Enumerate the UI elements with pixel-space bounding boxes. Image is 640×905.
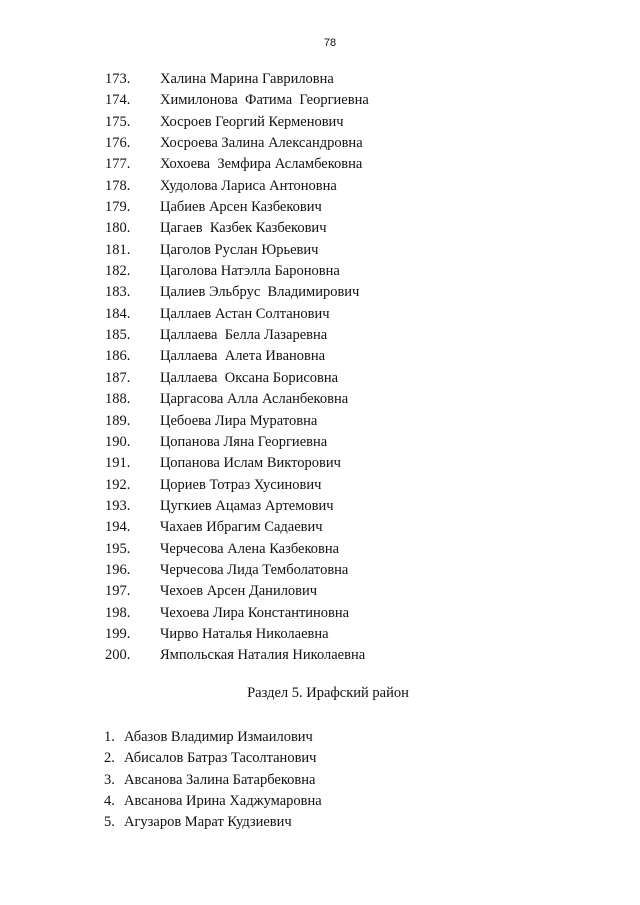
item-number: 193. xyxy=(105,497,131,514)
item-number: 192. xyxy=(105,476,131,493)
list-item xyxy=(0,133,640,154)
list-item xyxy=(0,112,640,133)
list-item xyxy=(0,304,640,325)
item-name: Агузаров Марат Кудзиевич xyxy=(124,814,292,831)
item-number: 178. xyxy=(105,177,131,194)
item-number: 184. xyxy=(105,305,131,322)
item-number: 179. xyxy=(105,199,131,216)
list-item xyxy=(0,154,640,175)
list-item xyxy=(0,432,640,453)
list-item xyxy=(0,453,640,474)
item-number: 200. xyxy=(105,647,131,664)
list-item xyxy=(0,240,640,261)
item-number: 173. xyxy=(105,71,131,87)
item-number: 177. xyxy=(105,156,131,173)
list-item xyxy=(0,411,640,432)
item-number: 181. xyxy=(105,241,131,258)
list-item xyxy=(0,368,640,389)
item-name: Хосроева Залина Александровна xyxy=(160,135,363,152)
section-heading: Раздел 5. Ирафский район xyxy=(247,685,409,701)
list-item xyxy=(0,389,640,410)
main-name-list xyxy=(0,69,640,667)
item-name: Цагаев Казбек Казбекович xyxy=(160,220,327,237)
item-number: 199. xyxy=(105,625,131,642)
list-item xyxy=(0,325,640,346)
list-item xyxy=(0,517,640,538)
list-item xyxy=(0,624,640,645)
item-name: Цаголова Натэлла Бароновна xyxy=(160,263,340,280)
item-name: Чехоев Арсен Данилович xyxy=(160,583,318,600)
list-item xyxy=(0,261,640,282)
list-item xyxy=(0,176,640,197)
item-name: Чирво Наталья Николаевна xyxy=(160,625,329,642)
item-number: 3. xyxy=(104,771,115,788)
list-item xyxy=(0,218,640,239)
list-item xyxy=(0,496,640,517)
page-number: 78 xyxy=(323,37,337,49)
list-item xyxy=(0,197,640,218)
item-number: 2. xyxy=(104,750,115,767)
item-name: Авсанова Залина Батарбековна xyxy=(124,771,316,788)
item-name: Цаллаев Астан Солтанович xyxy=(160,305,330,322)
item-number: 186. xyxy=(105,348,131,365)
item-number: 187. xyxy=(105,369,131,386)
item-name: Абазов Владимир Измаилович xyxy=(124,729,313,745)
item-number: 182. xyxy=(105,263,131,280)
item-name: Чехоева Лира Константиновна xyxy=(160,604,350,621)
item-name: Цугкиев Ацамаз Артемович xyxy=(160,497,334,514)
item-name: Хосроев Георгий Керменович xyxy=(160,113,344,130)
item-name: Цориев Тотраз Хусинович xyxy=(160,476,322,493)
item-number: 197. xyxy=(105,583,131,600)
item-number: 183. xyxy=(105,284,131,301)
list-item xyxy=(0,791,640,812)
list-item xyxy=(0,812,640,833)
item-name: Цаголов Руслан Юрьевич xyxy=(160,241,319,258)
list-item xyxy=(0,69,640,90)
list-item xyxy=(0,539,640,560)
item-name: Черчесова Лида Темболатовна xyxy=(160,561,349,578)
list-item xyxy=(0,748,640,769)
item-number: 1. xyxy=(104,729,115,745)
item-number: 185. xyxy=(105,327,131,344)
item-name: Цопанова Ляна Георгиевна xyxy=(160,433,328,450)
list-item xyxy=(0,346,640,367)
item-name: Худолова Лариса Антоновна xyxy=(160,177,337,194)
section-name-list xyxy=(0,727,640,833)
item-name: Цалиев Эльбрус Владимирович xyxy=(160,284,360,301)
item-number: 4. xyxy=(104,792,115,809)
item-number: 190. xyxy=(105,433,131,450)
item-name: Хохоева Земфира Асламбековна xyxy=(160,156,363,173)
item-name: Химилонова Фатима Георгиевна xyxy=(160,92,369,109)
item-number: 174. xyxy=(105,92,131,109)
item-number: 195. xyxy=(105,540,131,557)
item-name: Халина Марина Гавриловна xyxy=(160,71,334,87)
item-name: Цопанова Ислам Викторович xyxy=(160,455,341,472)
item-number: 194. xyxy=(105,519,131,536)
item-name: Ямпольская Наталия Николаевна xyxy=(160,647,366,664)
item-number: 189. xyxy=(105,412,131,429)
item-name: Черчесова Алена Казбековна xyxy=(160,540,340,557)
item-number: 175. xyxy=(105,113,131,130)
item-number: 180. xyxy=(105,220,131,237)
item-name: Чахаев Ибрагим Садаевич xyxy=(160,519,323,536)
item-number: 191. xyxy=(105,455,131,472)
item-name: Авсанова Ирина Хаджумаровна xyxy=(124,792,322,809)
list-item xyxy=(0,560,640,581)
list-item xyxy=(0,645,640,666)
item-number: 5. xyxy=(104,814,115,831)
item-number: 188. xyxy=(105,391,131,408)
list-item xyxy=(0,770,640,791)
list-item xyxy=(0,90,640,111)
list-item xyxy=(0,282,640,303)
item-number: 176. xyxy=(105,135,131,152)
item-name: Цаллаева Оксана Борисовна xyxy=(160,369,339,386)
list-item xyxy=(0,603,640,624)
list-item xyxy=(0,581,640,602)
list-item xyxy=(0,475,640,496)
item-number: 196. xyxy=(105,561,131,578)
item-name: Цаллаева Алета Ивановна xyxy=(160,348,326,365)
item-name: Цаллаева Белла Лазаревна xyxy=(160,327,328,344)
item-name: Абисалов Батраз Тасолтанович xyxy=(124,750,317,767)
item-number: 198. xyxy=(105,604,131,621)
item-name: Цебоева Лира Муратовна xyxy=(160,412,318,429)
list-item xyxy=(0,727,640,748)
item-name: Царгасова Алла Асланбековна xyxy=(160,391,349,408)
item-name: Цабиев Арсен Казбекович xyxy=(160,199,322,216)
